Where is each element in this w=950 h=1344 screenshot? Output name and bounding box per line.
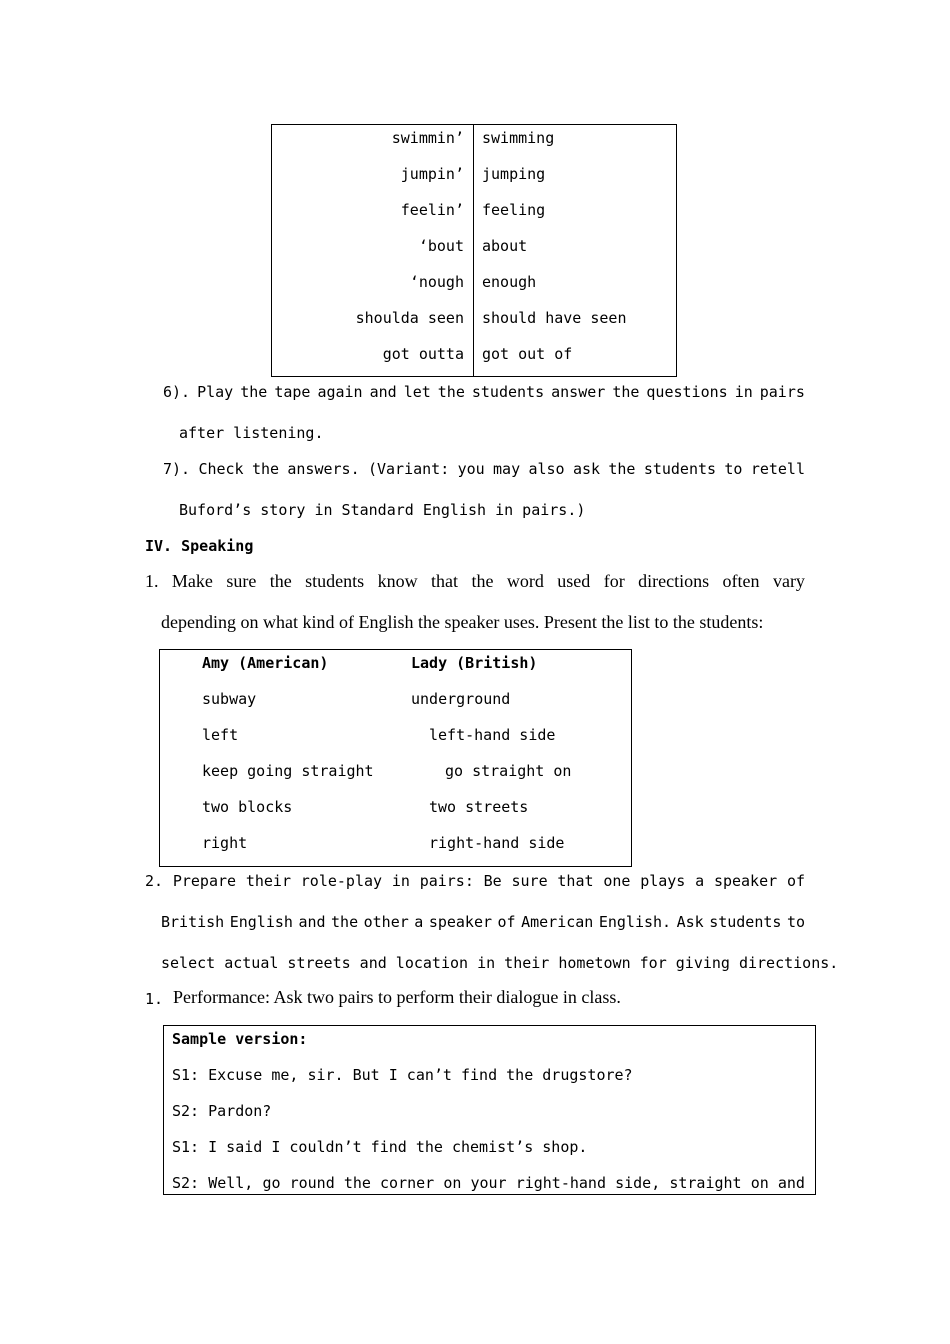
word: of (497, 913, 516, 931)
step6-line1 (163, 383, 805, 401)
word: one (603, 872, 631, 890)
standard-form: enough (482, 273, 537, 291)
word: questions (646, 383, 728, 401)
word: students (709, 913, 782, 931)
standard-form: swimming (482, 129, 555, 147)
table-row (272, 305, 676, 341)
word: Well, (208, 1174, 254, 1192)
american-term: two blocks (202, 798, 293, 816)
informal-form: swimmin’ (391, 129, 464, 147)
word: tape (274, 383, 311, 401)
informal-form: feelin’ (400, 201, 464, 219)
section-heading: IV. Speaking (145, 537, 254, 555)
standard-form: jumping (482, 165, 546, 183)
word: 1. (145, 571, 159, 591)
word: the (240, 383, 268, 401)
word: their (245, 872, 291, 890)
word: Be (483, 872, 502, 890)
word: straight (669, 1174, 742, 1192)
word: retell (750, 460, 805, 478)
item2-line1 (145, 872, 805, 890)
word: answer (551, 383, 606, 401)
word: for (603, 571, 625, 591)
word: 2. (145, 872, 164, 890)
word: your (470, 1174, 507, 1192)
word: often (722, 571, 760, 591)
word: English (229, 913, 293, 931)
american-term: right (202, 834, 248, 852)
word: that (431, 571, 459, 591)
word: sure (226, 571, 257, 591)
word: used (557, 571, 591, 591)
word: role-play (300, 872, 383, 890)
item3-number: 1. (145, 990, 164, 1008)
standard-form: should have seen (482, 309, 627, 327)
word: the (608, 460, 636, 478)
word: again (317, 383, 363, 401)
word: to (724, 460, 743, 478)
item1-line1 (145, 571, 805, 592)
word: Play (197, 383, 234, 401)
step7-line1 (163, 460, 805, 478)
word: American (521, 913, 594, 931)
dialogue-line (172, 1174, 805, 1192)
word: the (251, 460, 280, 478)
word: speaker (713, 872, 778, 890)
word: in (391, 872, 410, 890)
word: speaker (428, 913, 493, 931)
word: the (612, 383, 640, 401)
table-row (272, 197, 676, 233)
british-term: left-hand side (429, 726, 556, 744)
word: the (269, 571, 292, 591)
word: in (734, 383, 753, 401)
word: English. (598, 913, 672, 931)
word: other (363, 913, 409, 931)
word: that (557, 872, 594, 890)
word: the (471, 571, 494, 591)
word: round (289, 1174, 335, 1192)
word: plays (640, 872, 686, 890)
word: 7). (163, 460, 191, 478)
word: Make (171, 571, 213, 591)
british-term: two streets (429, 798, 529, 816)
item3-text: Performance: Ask two pairs to perform their dialogue in class. (173, 987, 621, 1007)
word: and (777, 1174, 805, 1192)
word: S2: (172, 1174, 200, 1192)
word: ask (572, 460, 601, 478)
word: pairs: (419, 872, 474, 890)
table-row (272, 161, 676, 197)
word: (Variant: (367, 460, 450, 478)
table-row (272, 233, 676, 269)
british-term: right-hand side (429, 834, 565, 852)
informal-form: ‘bout (418, 237, 464, 255)
word: Ask (676, 913, 704, 931)
word: British (161, 913, 225, 931)
word: know (377, 571, 418, 591)
header-american: Amy (American) (202, 654, 329, 672)
informal-form: shoulda seen (355, 309, 464, 327)
word: 6). (163, 383, 191, 401)
standard-form: feeling (482, 201, 546, 219)
word: the (343, 1174, 371, 1192)
word: students (643, 460, 717, 478)
word: the (437, 383, 465, 401)
standard-form: got out of (482, 345, 573, 363)
word: students (471, 383, 545, 401)
word: you (457, 460, 485, 478)
table-row (272, 269, 676, 305)
word: to (786, 913, 805, 931)
directions-table (159, 649, 632, 867)
item2-line3: select actual streets and location in their hometown for giving directions. (161, 954, 839, 972)
word: directions (638, 571, 710, 591)
british-term: go straight on (445, 762, 572, 780)
informal-form: ‘nough (409, 273, 464, 291)
word: corner (380, 1174, 435, 1192)
word: pairs (759, 383, 805, 401)
table-row (272, 125, 676, 161)
word: vary (772, 571, 805, 591)
contractions-table (271, 124, 677, 377)
word: on (443, 1174, 462, 1192)
word: side, (615, 1174, 661, 1192)
word: right-hand (515, 1174, 606, 1192)
dialogue-line: S2: Pardon? (172, 1102, 272, 1120)
sample-title: Sample version: (172, 1030, 308, 1048)
word: may (493, 460, 521, 478)
item2-line2 (161, 913, 805, 931)
american-term: keep going straight (202, 762, 374, 780)
informal-form: jumpin’ (400, 165, 464, 183)
word: a (414, 913, 424, 931)
word: let (403, 383, 431, 401)
american-term: subway (202, 690, 257, 708)
word: Prepare (172, 872, 237, 890)
british-term: underground (411, 690, 511, 708)
word: the (331, 913, 359, 931)
informal-form: got outta (382, 345, 464, 363)
standard-form: about (482, 237, 528, 255)
word: on (750, 1174, 769, 1192)
table-row (272, 341, 676, 377)
word: a (695, 872, 705, 890)
word: also (528, 460, 565, 478)
dialogue-line: S1: I said I couldn’t find the chemist’s shop. (172, 1138, 588, 1156)
header-british: Lady (British) (411, 654, 538, 672)
word: and (369, 383, 397, 401)
step6-line2: after listening. (179, 424, 324, 442)
dialogue-line: S1: Excuse me, sir. But I can’t find the drugstore? (172, 1066, 633, 1084)
word: Check (198, 460, 244, 478)
item1-line2: depending on what kind of English the speaker uses. Present the list to the students: (161, 612, 764, 632)
word: answers. (287, 460, 360, 478)
word: of (786, 872, 805, 890)
american-term: left (202, 726, 239, 744)
word: sure (511, 872, 548, 890)
step7-line2: Buford’s story in Standard English in pairs.) (179, 501, 586, 519)
sample-dialogue-box (163, 1025, 816, 1195)
word: students (305, 571, 365, 591)
word: and (298, 913, 326, 931)
word: go (262, 1174, 281, 1192)
word: word (506, 571, 544, 591)
